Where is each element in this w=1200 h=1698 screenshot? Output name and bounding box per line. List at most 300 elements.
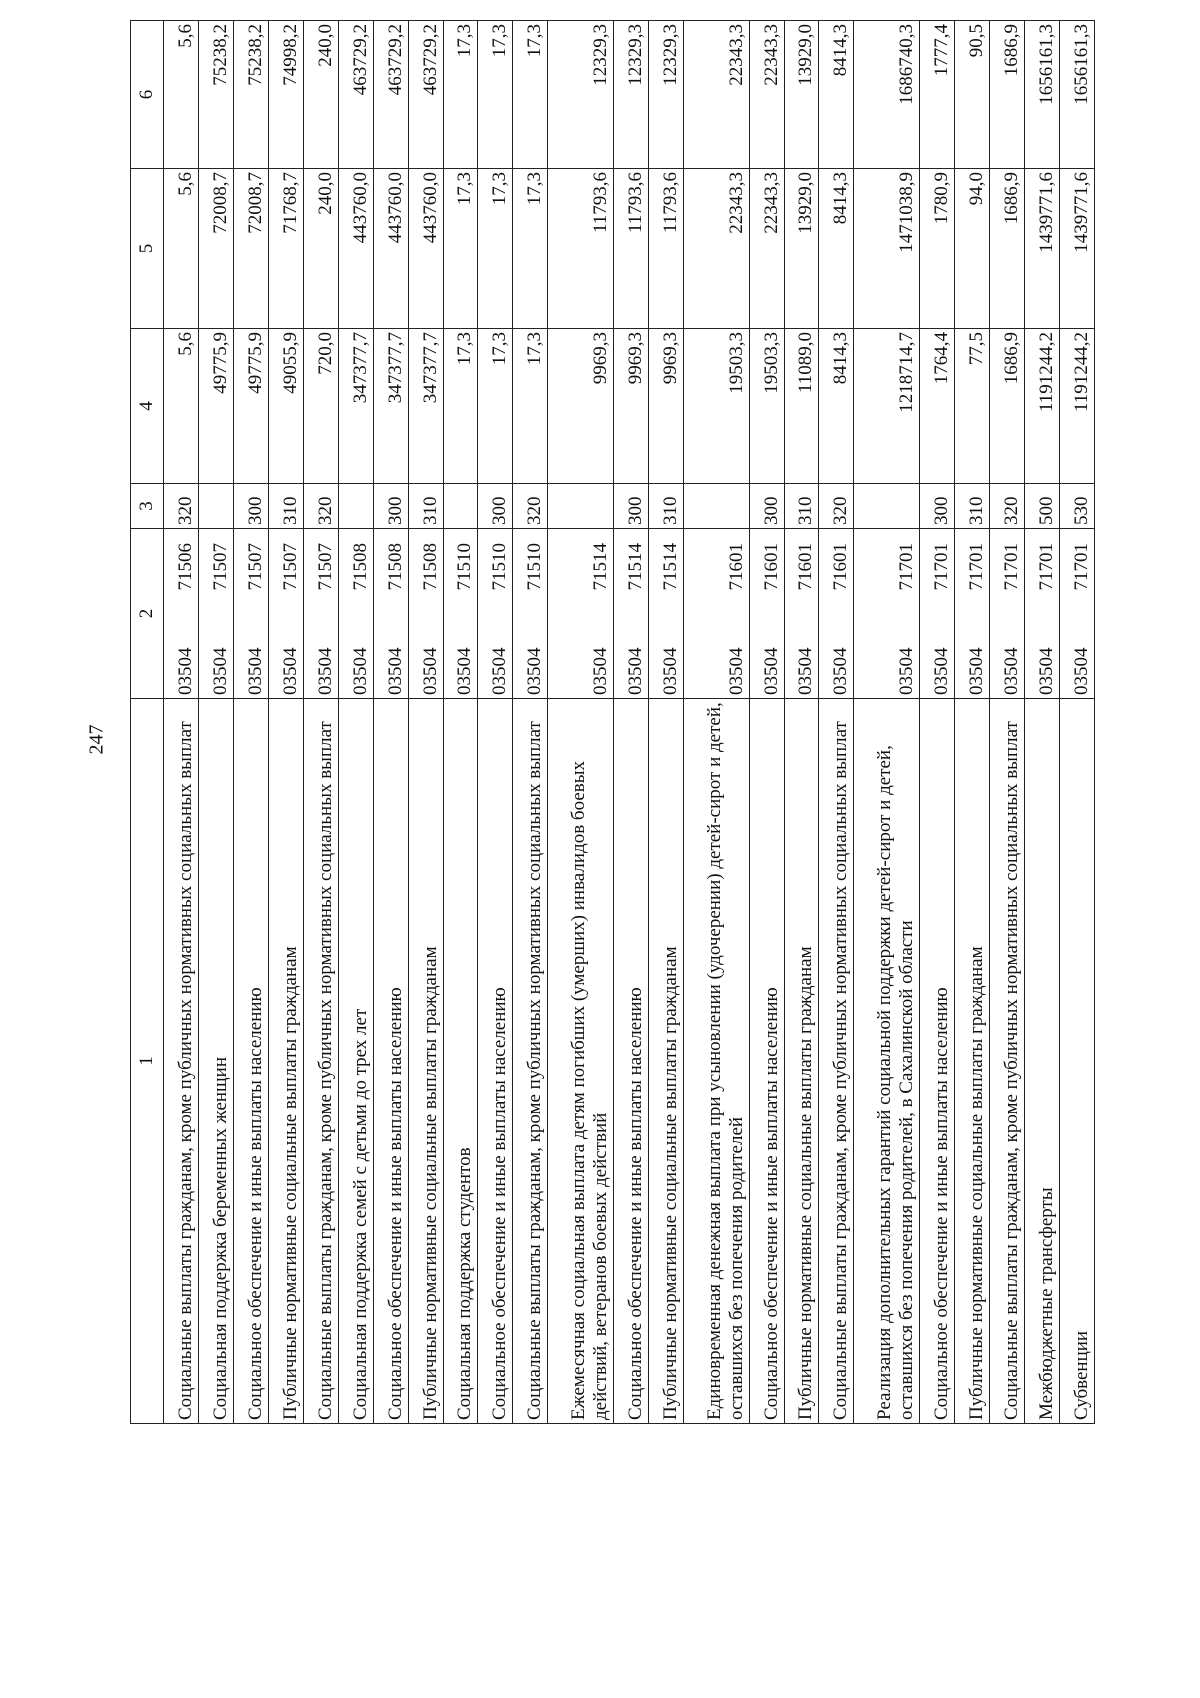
row-name	[198, 699, 233, 1424]
expense-type: 310	[279, 496, 301, 525]
row-code	[614, 529, 649, 699]
expense-type: 300	[244, 496, 266, 525]
value-col-5: 1439771,6	[1035, 172, 1057, 253]
target-code: 71507	[209, 543, 231, 591]
row-code	[443, 529, 478, 699]
row-value-4	[683, 329, 749, 484]
row-name	[614, 699, 649, 1424]
value-col-5: 8414,3	[830, 172, 852, 225]
row-value-5	[819, 169, 854, 329]
row-value-5	[408, 169, 443, 329]
value-col-4: 347377,7	[419, 332, 441, 404]
expense-type: 320	[314, 496, 336, 525]
row-name-text: Социальное обеспечение и иные выплаты населению	[489, 987, 511, 1420]
value-col-5: 1780,9	[931, 172, 952, 225]
table-row	[233, 21, 268, 1424]
target-code: 71514	[590, 543, 611, 591]
value-col-4: 1764,4	[931, 332, 952, 385]
value-col-5: 22343,3	[725, 172, 747, 234]
value-col-4: 17,3	[454, 332, 476, 366]
row-code	[513, 529, 548, 699]
value-col-5: 240,0	[314, 172, 336, 215]
row-code	[1059, 529, 1094, 699]
value-col-5: 1471038,9	[896, 172, 918, 253]
value-col-6: 5,6	[174, 24, 196, 48]
row-name	[819, 699, 854, 1424]
value-col-5: 1439771,6	[1071, 172, 1092, 253]
row-value-4	[303, 329, 338, 484]
section-code: 03504	[624, 647, 646, 695]
row-value-5	[443, 169, 478, 329]
row-name-text: Социальное обеспечение и иные выплаты населению	[760, 987, 782, 1420]
row-value-4	[920, 329, 955, 484]
value-col-4: 77,5	[965, 332, 987, 366]
table-row	[548, 21, 614, 1424]
value-col-4: 1218714,7	[896, 332, 918, 413]
target-code: 71514	[659, 543, 681, 591]
value-col-4: 17,3	[489, 332, 511, 366]
table-row	[268, 21, 303, 1424]
expense-type: 320	[1000, 496, 1022, 525]
row-code	[373, 529, 408, 699]
header-col-6: 6	[131, 21, 164, 169]
value-col-5: 11793,6	[624, 172, 646, 234]
target-code: 71508	[419, 543, 441, 591]
value-col-4: 9969,3	[590, 332, 611, 385]
value-col-6: 90,5	[965, 24, 987, 58]
expense-type: 500	[1035, 496, 1057, 525]
row-name	[233, 699, 268, 1424]
row-value-6	[164, 21, 199, 169]
row-value-5	[854, 169, 920, 329]
header-col-3: 3	[131, 484, 164, 529]
target-code: 71506	[174, 543, 196, 591]
row-name-text: Реализация дополнительных гарантий социальной поддержки детей-сирот и детей, оставшихся без попечения родителей, в Сахалинской области	[874, 745, 918, 1420]
target-code: 71514	[624, 543, 646, 591]
section-code: 03504	[279, 647, 301, 695]
row-value-5	[1059, 169, 1094, 329]
value-col-6: 1656161,3	[1035, 24, 1057, 105]
row-value-4	[338, 329, 373, 484]
value-col-4: 5,6	[174, 332, 196, 356]
row-name	[164, 699, 199, 1424]
expense-type: 530	[1071, 496, 1092, 525]
table-row	[955, 21, 990, 1424]
expense-type: 300	[760, 496, 782, 525]
value-col-6: 17,3	[454, 24, 476, 58]
row-value-4	[198, 329, 233, 484]
row-name	[1059, 699, 1094, 1424]
header-col-2: 2	[131, 529, 164, 699]
row-name-text: Ежемесячная социальная выплата детям погибших (умерших) инвалидов боевых действий, ветеранов боевых действий	[568, 761, 611, 1420]
row-value-6	[338, 21, 373, 169]
row-name	[648, 699, 683, 1424]
value-col-5: 72008,7	[209, 172, 231, 234]
table-row	[989, 21, 1024, 1424]
value-col-6: 1656161,3	[1071, 24, 1092, 105]
value-col-5: 11793,6	[590, 172, 611, 234]
row-name-text: Публичные нормативные социальные выплаты гражданам	[279, 946, 301, 1420]
row-name	[268, 699, 303, 1424]
table-row	[648, 21, 683, 1424]
row-code	[303, 529, 338, 699]
row-code	[648, 529, 683, 699]
row-name-text: Социальное обеспечение и иные выплаты населению	[244, 987, 266, 1420]
row-type	[303, 484, 338, 529]
row-type	[1059, 484, 1094, 529]
expense-type: 300	[489, 496, 511, 525]
section-code: 03504	[725, 647, 747, 695]
row-value-5	[955, 169, 990, 329]
row-value-6	[614, 21, 649, 169]
row-value-5	[303, 169, 338, 329]
section-code: 03504	[830, 647, 852, 695]
table-row	[373, 21, 408, 1424]
row-value-4	[373, 329, 408, 484]
header-row	[131, 21, 164, 1424]
row-name-text: Межбюджетные трансферты	[1035, 1187, 1057, 1420]
value-col-6: 240,0	[314, 24, 336, 67]
row-name	[548, 699, 614, 1424]
row-type	[648, 484, 683, 529]
row-code	[749, 529, 784, 699]
row-type	[164, 484, 199, 529]
row-value-5	[513, 169, 548, 329]
target-code: 71701	[931, 543, 952, 591]
value-col-5: 13929,0	[795, 172, 817, 234]
value-col-6: 17,3	[524, 24, 546, 58]
row-value-6	[548, 21, 614, 169]
target-code: 71701	[1071, 543, 1092, 591]
row-type	[548, 484, 614, 529]
value-col-4: 9969,3	[659, 332, 681, 385]
section-code: 03504	[1000, 647, 1022, 695]
row-value-4	[819, 329, 854, 484]
value-col-6: 75238,2	[209, 24, 231, 86]
row-value-6	[749, 21, 784, 169]
target-code: 71510	[454, 543, 476, 591]
value-col-4: 8414,3	[830, 332, 852, 385]
row-value-4	[478, 329, 513, 484]
value-col-4: 1191244,2	[1035, 332, 1057, 413]
table-row	[819, 21, 854, 1424]
row-value-6	[1059, 21, 1094, 169]
row-value-4	[408, 329, 443, 484]
row-value-5	[683, 169, 749, 329]
value-col-6: 1777,4	[931, 24, 952, 77]
expense-type: 300	[931, 496, 952, 525]
target-code: 71601	[830, 543, 852, 591]
section-code: 03504	[314, 647, 336, 695]
value-col-4: 11089,0	[795, 332, 817, 394]
row-name-text: Социальное обеспечение и иные выплаты населению	[384, 987, 406, 1420]
header-col-1: 1	[131, 699, 164, 1424]
row-code	[268, 529, 303, 699]
row-value-4	[854, 329, 920, 484]
row-value-5	[164, 169, 199, 329]
section-code: 03504	[760, 647, 782, 695]
target-code: 71510	[489, 543, 511, 591]
expense-type: 320	[830, 496, 852, 525]
section-code: 03504	[524, 647, 546, 695]
row-name	[749, 699, 784, 1424]
row-code	[233, 529, 268, 699]
value-col-5: 443760,0	[384, 172, 406, 244]
row-name	[478, 699, 513, 1424]
row-name	[683, 699, 749, 1424]
value-col-4: 49775,9	[209, 332, 231, 394]
row-value-4	[784, 329, 819, 484]
row-value-6	[513, 21, 548, 169]
row-type	[784, 484, 819, 529]
row-name	[989, 699, 1024, 1424]
row-value-5	[373, 169, 408, 329]
expense-type: 320	[174, 496, 196, 525]
section-code: 03504	[1035, 647, 1057, 695]
expense-type: 310	[795, 496, 817, 525]
row-value-6	[819, 21, 854, 169]
row-value-6	[268, 21, 303, 169]
value-col-4: 347377,7	[349, 332, 371, 404]
row-value-6	[955, 21, 990, 169]
value-col-5: 22343,3	[760, 172, 782, 234]
row-type	[749, 484, 784, 529]
row-value-5	[784, 169, 819, 329]
value-col-5: 94,0	[965, 172, 987, 206]
row-value-5	[478, 169, 513, 329]
section-code: 03504	[209, 647, 231, 695]
row-name-text: Социальное обеспечение и иные выплаты населению	[931, 987, 952, 1420]
target-code: 71510	[524, 543, 546, 591]
table-row	[513, 21, 548, 1424]
row-value-5	[920, 169, 955, 329]
table-row	[303, 21, 338, 1424]
table-row	[198, 21, 233, 1424]
value-col-6: 8414,3	[830, 24, 852, 77]
row-name-text: Социальная поддержка беременных женщин	[209, 1056, 231, 1420]
value-col-6: 463729,2	[419, 24, 441, 96]
row-value-4	[548, 329, 614, 484]
value-col-5: 72008,7	[244, 172, 266, 234]
row-value-5	[614, 169, 649, 329]
row-name	[920, 699, 955, 1424]
section-code: 03504	[896, 647, 918, 695]
row-value-5	[338, 169, 373, 329]
row-value-5	[548, 169, 614, 329]
row-value-4	[955, 329, 990, 484]
target-code: 71701	[965, 543, 987, 591]
row-code	[1024, 529, 1059, 699]
value-col-4: 347377,7	[384, 332, 406, 404]
row-value-5	[989, 169, 1024, 329]
row-value-4	[614, 329, 649, 484]
row-name-text: Социальные выплаты гражданам, кроме публичных нормативных социальных выплат	[174, 721, 196, 1420]
row-code	[408, 529, 443, 699]
row-name-text: Публичные нормативные социальные выплаты гражданам	[659, 946, 681, 1420]
row-code	[164, 529, 199, 699]
budget-table	[130, 20, 1095, 1424]
table-row	[1024, 21, 1059, 1424]
table-row	[408, 21, 443, 1424]
row-value-4	[513, 329, 548, 484]
value-col-6: 22343,3	[760, 24, 782, 86]
value-col-6: 74998,2	[279, 24, 301, 86]
value-col-5: 71768,7	[279, 172, 301, 234]
section-code: 03504	[419, 647, 441, 695]
row-value-6	[443, 21, 478, 169]
expense-type: 310	[659, 496, 681, 525]
row-value-5	[233, 169, 268, 329]
header-col-5: 5	[131, 169, 164, 329]
value-col-4: 1191244,2	[1071, 332, 1092, 413]
value-col-6: 13929,0	[795, 24, 817, 86]
row-type	[1024, 484, 1059, 529]
section-code: 03504	[454, 647, 476, 695]
row-name	[303, 699, 338, 1424]
row-code	[854, 529, 920, 699]
row-code	[478, 529, 513, 699]
row-name-text: Социальные выплаты гражданам, кроме публичных нормативных социальных выплат	[524, 721, 546, 1420]
row-type	[338, 484, 373, 529]
target-code: 71508	[349, 543, 371, 591]
row-value-5	[198, 169, 233, 329]
row-value-6	[854, 21, 920, 169]
row-type	[955, 484, 990, 529]
target-code: 71601	[725, 543, 747, 591]
table-row	[920, 21, 955, 1424]
row-code	[338, 529, 373, 699]
row-value-4	[443, 329, 478, 484]
row-value-4	[233, 329, 268, 484]
row-code	[955, 529, 990, 699]
expense-type: 300	[624, 496, 646, 525]
value-col-4: 49055,9	[279, 332, 301, 394]
value-col-5: 17,3	[489, 172, 511, 206]
row-name-text: Единовременная денежная выплата при усыновлении (удочерении) детей-сирот и детей, оставшихся без попечения родителей	[703, 702, 747, 1420]
table-row	[854, 21, 920, 1424]
row-name	[408, 699, 443, 1424]
section-code: 03504	[931, 647, 952, 695]
target-code: 71701	[1000, 543, 1022, 591]
value-col-4: 17,3	[524, 332, 546, 366]
row-value-4	[164, 329, 199, 484]
row-value-6	[1024, 21, 1059, 169]
section-code: 03504	[489, 647, 511, 695]
value-col-5: 17,3	[524, 172, 546, 206]
value-col-6: 463729,2	[384, 24, 406, 96]
row-type	[989, 484, 1024, 529]
table-row	[749, 21, 784, 1424]
row-name-text: Социальная поддержка семей с детьми до трех лет	[349, 1008, 371, 1420]
section-code: 03504	[349, 647, 371, 695]
row-value-4	[648, 329, 683, 484]
table-row	[338, 21, 373, 1424]
section-code: 03504	[1071, 647, 1092, 695]
row-type	[233, 484, 268, 529]
value-col-6: 12329,3	[659, 24, 681, 86]
row-value-6	[478, 21, 513, 169]
row-type	[683, 484, 749, 529]
row-value-6	[373, 21, 408, 169]
row-value-6	[198, 21, 233, 169]
section-code: 03504	[659, 647, 681, 695]
row-name-text: Социальная поддержка студентов	[454, 1147, 476, 1420]
row-type	[268, 484, 303, 529]
row-name-text: Субвенции	[1071, 1330, 1092, 1420]
row-code	[784, 529, 819, 699]
table-row	[164, 21, 199, 1424]
row-value-4	[749, 329, 784, 484]
row-name	[955, 699, 990, 1424]
expense-type: 300	[384, 496, 406, 525]
row-value-5	[749, 169, 784, 329]
value-col-4: 9969,3	[624, 332, 646, 385]
row-type	[819, 484, 854, 529]
row-name-text: Публичные нормативные социальные выплаты гражданам	[965, 946, 987, 1420]
row-name	[784, 699, 819, 1424]
table-row	[784, 21, 819, 1424]
row-name-text: Социальные выплаты гражданам, кроме публичных нормативных социальных выплат	[830, 721, 852, 1420]
row-name	[443, 699, 478, 1424]
target-code: 71507	[244, 543, 266, 591]
row-value-6	[233, 21, 268, 169]
row-value-4	[268, 329, 303, 484]
row-code	[819, 529, 854, 699]
value-col-4: 19503,3	[725, 332, 747, 394]
value-col-6: 22343,3	[725, 24, 747, 86]
row-type	[408, 484, 443, 529]
value-col-5: 17,3	[454, 172, 476, 206]
row-name	[373, 699, 408, 1424]
row-value-4	[989, 329, 1024, 484]
row-type	[478, 484, 513, 529]
table-row	[443, 21, 478, 1424]
header-col-4: 4	[131, 329, 164, 484]
section-code: 03504	[174, 647, 196, 695]
value-col-6: 1686,9	[1000, 24, 1022, 77]
value-col-6: 12329,3	[624, 24, 646, 86]
value-col-6: 1686740,3	[896, 24, 918, 105]
target-code: 71601	[795, 543, 817, 591]
row-name-text: Публичные нормативные социальные выплаты гражданам	[795, 946, 817, 1420]
value-col-4: 49775,9	[244, 332, 266, 394]
value-col-5: 11793,6	[659, 172, 681, 234]
target-code: 71601	[760, 543, 782, 591]
row-type	[198, 484, 233, 529]
row-code	[548, 529, 614, 699]
row-name-text: Публичные нормативные социальные выплаты гражданам	[419, 946, 441, 1420]
section-code: 03504	[590, 647, 611, 695]
row-value-4	[1059, 329, 1094, 484]
row-value-6	[648, 21, 683, 169]
value-col-4: 1686,9	[1000, 332, 1022, 385]
table-row	[1059, 21, 1094, 1424]
value-col-5: 443760,0	[419, 172, 441, 244]
row-value-6	[920, 21, 955, 169]
value-col-6: 17,3	[489, 24, 511, 58]
value-col-5: 5,6	[174, 172, 196, 196]
row-name-text: Социальные выплаты гражданам, кроме публичных нормативных социальных выплат	[314, 721, 336, 1420]
row-value-6	[989, 21, 1024, 169]
page-number: 247	[85, 724, 108, 755]
value-col-5: 443760,0	[349, 172, 371, 244]
row-name	[854, 699, 920, 1424]
row-value-5	[268, 169, 303, 329]
row-value-6	[408, 21, 443, 169]
value-col-6: 12329,3	[590, 24, 611, 86]
row-name	[338, 699, 373, 1424]
row-name	[513, 699, 548, 1424]
